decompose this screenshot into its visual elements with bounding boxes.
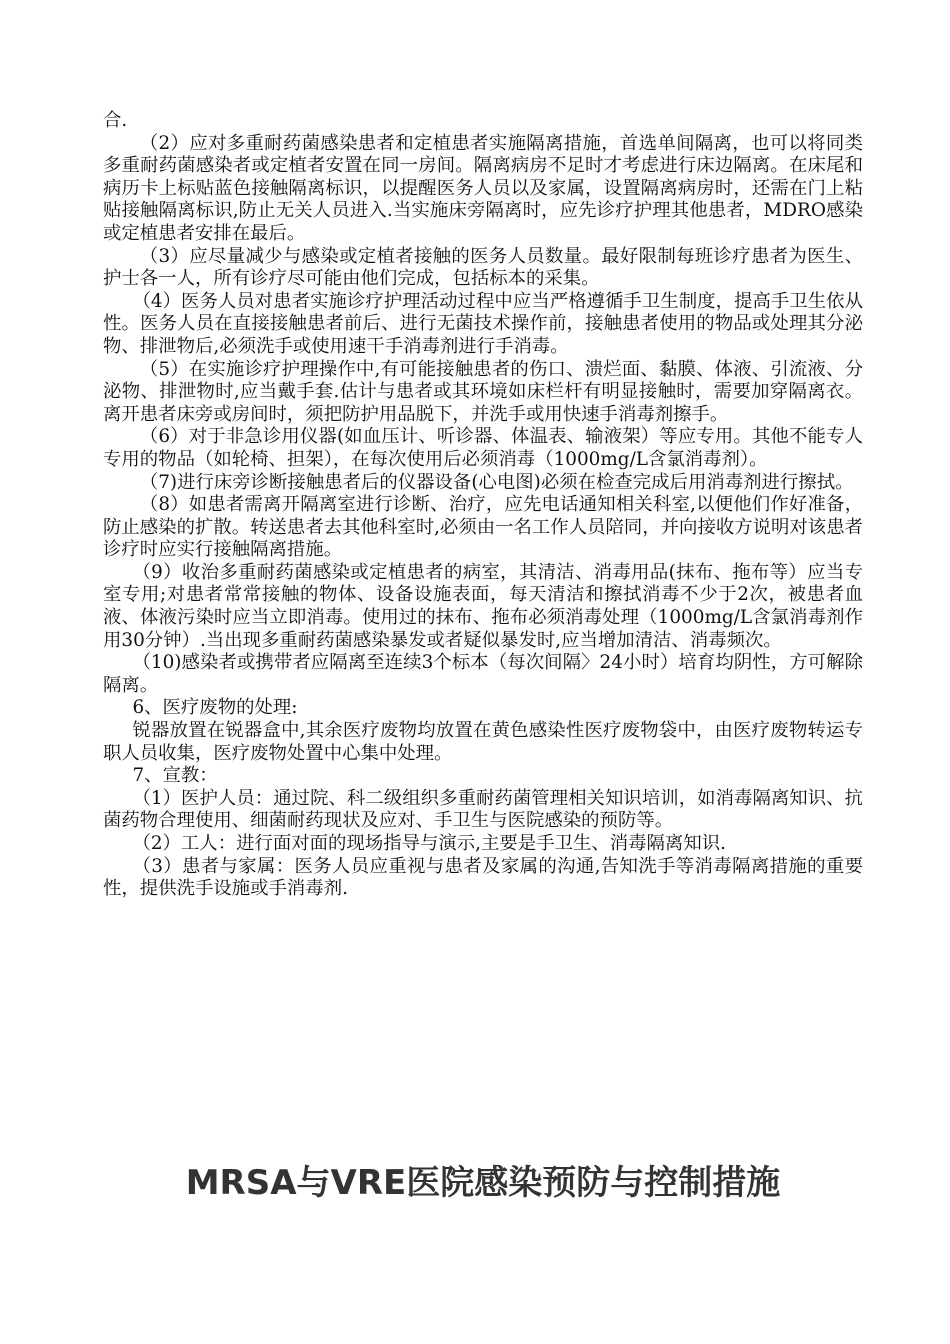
paragraph-item-4: （4）医务人员对患者实施诊疗护理活动过程中应当严格遵循手卫生制度，提高手卫生依从性。医务人员在直接接触患者前后、进行无菌技术操作前，接触患者使用的物品或处理其分泌物、排泄物后,必须洗手或使用速干手消毒剂进行手消毒。 [103, 290, 863, 357]
paragraph-waste: 锐器放置在锐器盒中,其余医疗废物均放置在黄色感染性医疗废物袋中，由医疗废物转运专职人员收集，医疗废物处置中心集中处理。 [103, 720, 863, 764]
document-heading: MRSA与VRE医院感染预防与控制措施 [185, 1163, 781, 1203]
paragraph-item-2: （2）应对多重耐药菌感染患者和定植患者实施隔离措施，首选单间隔离，也可以将同类多重耐药菌感染者或定植者安置在同一房间。隔离病房不足时才考虑进行床边隔离。在床尾和病历卡上标贴蓝色接触隔离标识，以提醒医务人员以及家属，设置隔离病房时，还需在门上粘贴接触隔离标识,防止无关人员进入.当实施床旁隔离时，应先诊疗护理其他患者，MDRO感染或定植患者安排在最后。 [103, 132, 863, 244]
paragraph-item-9: （9）收治多重耐药菌感染或定植患者的病室，其清洁、消毒用品(抹布、拖布等）应当专室专用;对患者常常接触的物体、设备设施表面，每天清洁和擦拭消毒不少于2次，被患者血液、体液污染时应当立即消毒。使用过的抹布、拖布必须消毒处理（1000mg/L含氯消毒剂作用30分钟）.当出现多重耐药菌感染暴发或者疑似暴发时,应当增加清洁、消毒频次。 [103, 561, 863, 651]
paragraph-item-10: （10)感染者或携带者应隔离至连续3个标本（每次间隔〉24小时）培育均阴性，方可解除隔离。 [103, 652, 863, 696]
paragraph-item-7: （7)进行床旁诊断接触患者后的仪器设备(心电图)必须在检查完成后用消毒剂进行擦拭。 [139, 471, 854, 493]
paragraph-education-1: （1）医护人员：通过院、科二级组织多重耐药菌管理相关知识培训，如消毒隔离知识、抗菌药物合理使用、细菌耐药现状及应对、手卫生与医院感染的预防等。 [103, 787, 863, 832]
paragraph-item-3: （3）应尽量减少与感染或定植者接触的医务人员数量。最好限制每班诊疗患者为医生、护士各一人，所有诊疗尽可能由他们完成，包括标本的采集。 [103, 245, 863, 290]
paragraph-continuation: 合. [103, 110, 128, 131]
document-body [103, 110, 863, 901]
section-heading-waste: 6、医疗废物的处理: [132, 697, 298, 719]
paragraph-education-2: （2）工人：进行面对面的现场指导与演示,主要是手卫生、消毒隔离知识. [132, 833, 726, 854]
paragraph-item-5: （5）在实施诊疗护理操作中,有可能接触患者的伤口、溃烂面、黏膜、体液、引流液、分泌物、排泄物时,应当戴手套.估计与患者或其环境如床栏杆有明显接触时，需要加穿隔离衣。离开患者床旁或房间时，须把防护用品脱下，并洗手或用快速手消毒剂擦手。 [103, 358, 863, 425]
paragraph-item-8: （8）如患者需离开隔离室进行诊断、治疗，应先电话通知相关科室,以便他们作好准备，防止感染的扩散。转送患者去其他科室时,必须由一名工作人员陪同，并向接收方说明对该患者诊疗时应实行接触隔离措施。 [103, 494, 863, 561]
paragraph-item-6: （6）对于非急诊用仪器(如血压计、听诊器、体温表、输液架）等应专用。其他不能专人专用的物品（如轮椅、担架），在每次使用后必须消毒（1000mg/L含氯消毒剂）。 [103, 426, 863, 470]
section-heading-education: 7、宣教： [132, 765, 218, 787]
paragraph-education-3: （3）患者与家属：医务人员应重视与患者及家属的沟通,告知洗手等消毒隔离措施的重要性，提供洗手设施或手消毒剂. [103, 855, 863, 900]
